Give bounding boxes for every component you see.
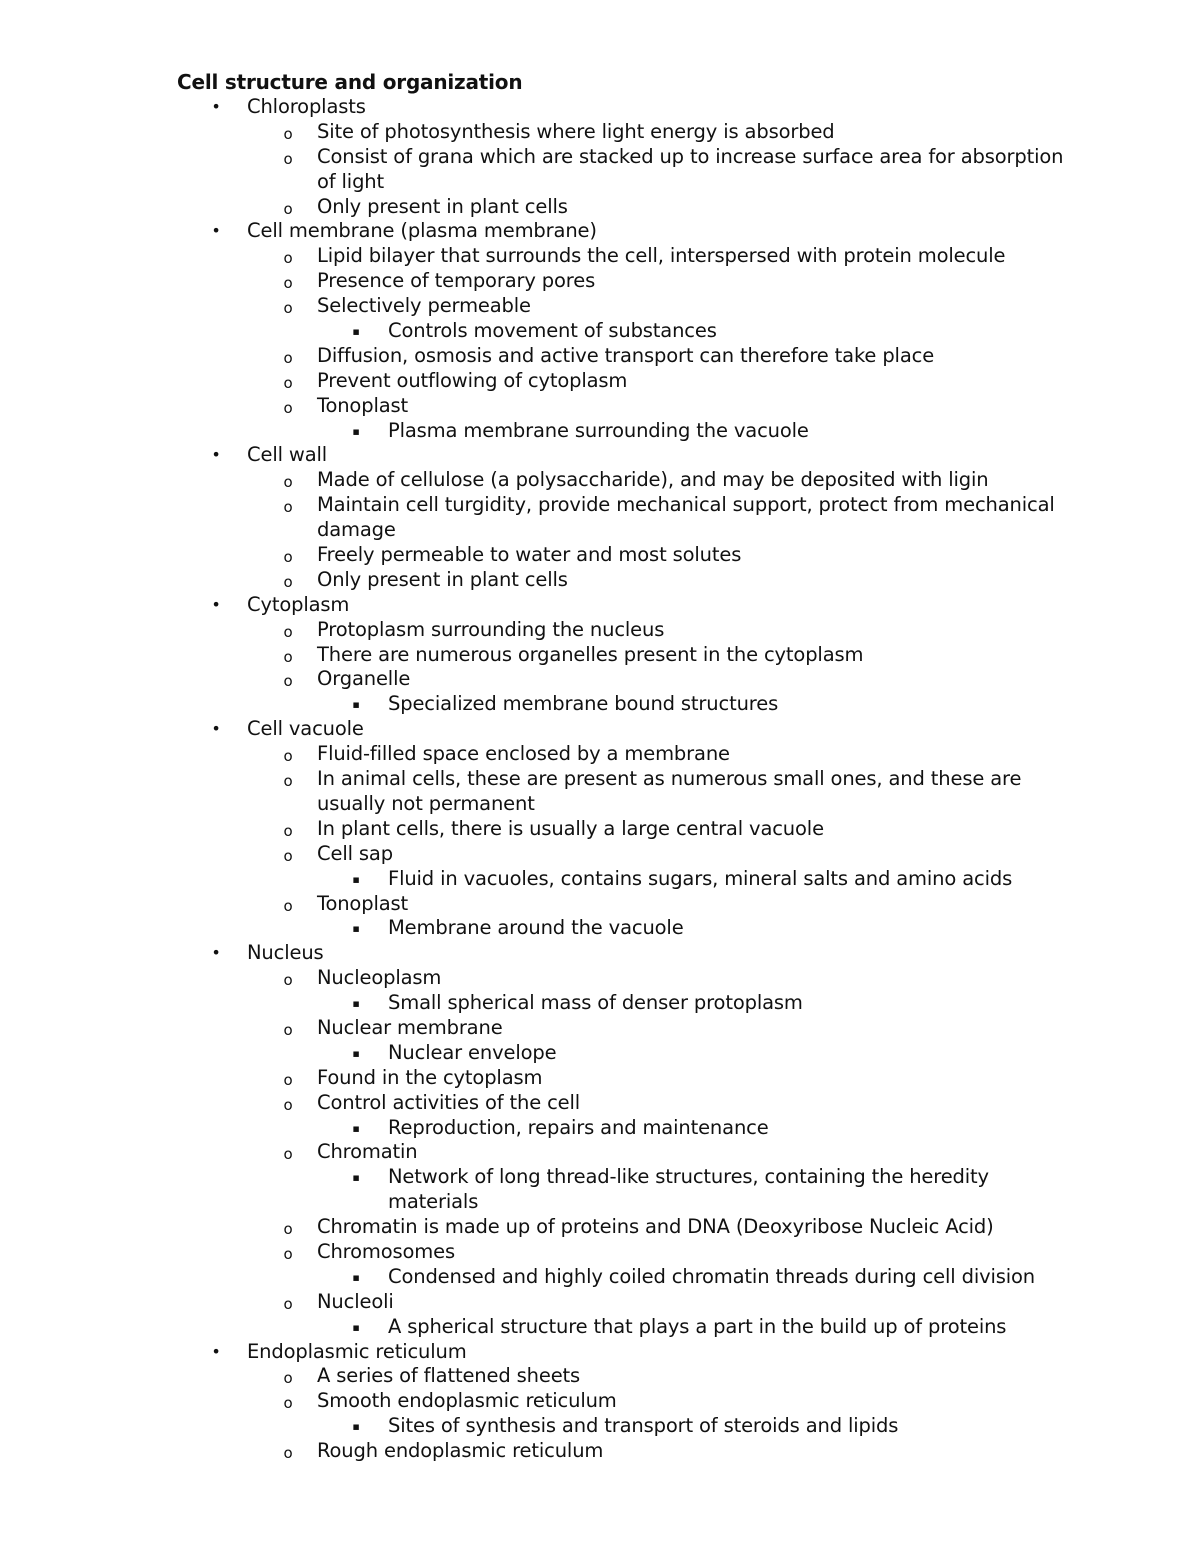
circle-bullet-icon: o	[283, 249, 293, 268]
list-item-level-2	[0, 369, 1200, 394]
list-item-text: Chromatin is made up of proteins and DNA (Deoxyribose Nucleic Acid)	[317, 1215, 994, 1239]
list-item-text: usually not permanent	[317, 791, 535, 815]
list-item-text: Cell membrane (plasma membrane)	[247, 219, 597, 243]
circle-bullet-icon: o	[283, 124, 293, 143]
list-item-text: Made of cellulose (a polysaccharide), and may be deposited with ligin	[317, 468, 989, 492]
list-item-text: Cytoplasm	[247, 592, 350, 616]
square-bullet-icon: ▪	[352, 1046, 360, 1060]
circle-bullet-icon: o	[283, 672, 293, 691]
list-item-level-3	[0, 1165, 1200, 1190]
list-item-level-2	[0, 244, 1200, 269]
list-item-text: Condensed and highly coiled chromatin threads during cell division	[388, 1264, 1036, 1288]
list-item-text: materials	[388, 1190, 479, 1214]
list-item-level-3	[0, 692, 1200, 717]
list-item-level-2	[0, 643, 1200, 668]
list-item-level-2	[0, 294, 1200, 319]
list-item-level-3	[0, 916, 1200, 941]
list-item-level-3	[0, 1414, 1200, 1439]
square-bullet-icon: ▪	[352, 997, 360, 1011]
circle-bullet-icon: o	[283, 548, 293, 567]
list-item-level-2	[0, 568, 1200, 593]
list-item-text: Nucleoli	[317, 1289, 394, 1313]
circle-bullet-icon: o	[283, 299, 293, 318]
circle-bullet-icon: o	[283, 1369, 293, 1388]
circle-bullet-icon: o	[283, 896, 293, 915]
bullet-icon: •	[211, 221, 221, 241]
list-item-level-2	[0, 742, 1200, 767]
list-item-level-2	[0, 1439, 1200, 1464]
list-item-text: Cell vacuole	[247, 717, 364, 741]
list-item-text: Membrane around the vacuole	[388, 916, 684, 940]
bullet-icon: •	[211, 594, 221, 614]
list-item-text: In plant cells, there is usually a large central vacuole	[317, 816, 824, 840]
list-item-text: Nucleus	[247, 941, 324, 965]
list-item-text: Consist of grana which are stacked up to increase surface area for absorption	[317, 144, 1064, 168]
circle-bullet-icon: o	[283, 971, 293, 990]
list-item-level-1	[0, 717, 1200, 742]
list-item-level-2	[0, 767, 1200, 792]
square-bullet-icon: ▪	[352, 698, 360, 712]
list-item-text: Nuclear envelope	[388, 1040, 557, 1064]
list-item-text: Fluid-filled space enclosed by a membrane	[317, 742, 730, 766]
list-item-text: Organelle	[317, 667, 411, 691]
list-item-level-1	[0, 219, 1200, 244]
circle-bullet-icon: o	[283, 846, 293, 865]
circle-bullet-icon: o	[283, 498, 293, 517]
list-item-level-2	[0, 1215, 1200, 1240]
list-item-text: Endoplasmic reticulum	[247, 1339, 467, 1363]
circle-bullet-icon: o	[283, 1244, 293, 1263]
list-item-text: Cell sap	[317, 841, 393, 865]
list-item-text: Diffusion, osmosis and active transport can therefore take place	[317, 343, 935, 367]
circle-bullet-icon: o	[283, 1444, 293, 1463]
list-item-level-2	[0, 145, 1200, 170]
list-item-level-3	[0, 1315, 1200, 1340]
list-item-level-2	[0, 468, 1200, 493]
list-item-level-1	[0, 443, 1200, 468]
list-item-level-2	[0, 1091, 1200, 1116]
bullet-icon: •	[211, 1341, 221, 1361]
list-item-level-3	[0, 419, 1200, 444]
list-item-level-1	[0, 593, 1200, 618]
list-item-text: Cell wall	[247, 443, 328, 467]
circle-bullet-icon: o	[283, 199, 293, 218]
list-item-level-2	[0, 1140, 1200, 1165]
circle-bullet-icon: o	[283, 1394, 293, 1413]
list-item-text: Chloroplasts	[247, 95, 366, 118]
list-item-text: Prevent outflowing of cytoplasm	[317, 368, 628, 392]
bullet-icon: •	[211, 943, 221, 963]
list-item-text: Protoplasm surrounding the nucleus	[317, 617, 665, 641]
list-item-text: Small spherical mass of denser protoplasm	[388, 991, 803, 1015]
list-item-level-2	[0, 1016, 1200, 1041]
list-item-text: Network of long thread-like structures, containing the heredity	[388, 1165, 989, 1189]
square-bullet-icon: ▪	[352, 1270, 360, 1284]
list-item-level-2	[0, 493, 1200, 518]
list-item-text: Sites of synthesis and transport of steroids and lipids	[388, 1414, 899, 1438]
list-item-level-3	[0, 319, 1200, 344]
list-item-text: Maintain cell turgidity, provide mechanical support, protect from mechanical	[317, 493, 1055, 517]
list-item-text: Site of photosynthesis where light energy is absorbed	[317, 119, 835, 143]
list-item-text: Chromosomes	[317, 1239, 456, 1263]
list-item-level-2	[0, 120, 1200, 145]
list-item-level-2	[0, 269, 1200, 294]
list-item-level-3	[0, 867, 1200, 892]
list-item-level-3	[0, 991, 1200, 1016]
circle-bullet-icon: o	[283, 1095, 293, 1114]
circle-bullet-icon: o	[283, 348, 293, 367]
list-item-level-2	[0, 195, 1200, 220]
list-item-text: Presence of temporary pores	[317, 269, 596, 293]
list-item-level-2	[0, 1290, 1200, 1315]
list-item-level-2	[0, 543, 1200, 568]
circle-bullet-icon: o	[283, 747, 293, 766]
list-item-level-2	[0, 1240, 1200, 1265]
circle-bullet-icon: o	[283, 1220, 293, 1239]
list-item-level-2	[0, 817, 1200, 842]
circle-bullet-icon: o	[283, 1145, 293, 1164]
list-item-text: Rough endoplasmic reticulum	[317, 1439, 604, 1463]
circle-bullet-icon: o	[283, 647, 293, 666]
list-item-text: Chromatin	[317, 1140, 418, 1164]
list-item-text: A spherical structure that plays a part in the build up of proteins	[388, 1314, 1007, 1338]
list-item-text: Selectively permeable	[317, 294, 531, 318]
circle-bullet-icon: o	[283, 398, 293, 417]
circle-bullet-icon: o	[283, 772, 293, 791]
list-item-text: Found in the cytoplasm	[317, 1065, 543, 1089]
list-item-text: Controls movement of substances	[388, 319, 717, 343]
list-item-level-3	[0, 1116, 1200, 1141]
list-item-level-2	[0, 966, 1200, 991]
list-item-text: Nucleoplasm	[317, 966, 442, 990]
circle-bullet-icon: o	[283, 149, 293, 168]
list-item-text: Freely permeable to water and most solutes	[317, 543, 742, 567]
list-item-text: There are numerous organelles present in the cytoplasm	[317, 642, 864, 666]
circle-bullet-icon: o	[283, 473, 293, 492]
list-item-text: Nuclear membrane	[317, 1015, 503, 1039]
list-item-text: Specialized membrane bound structures	[388, 692, 779, 716]
list-item-level-2	[0, 1364, 1200, 1389]
circle-bullet-icon: o	[283, 821, 293, 840]
list-item-level-2	[0, 1066, 1200, 1091]
list-item-text: Tonoplast	[317, 891, 409, 915]
circle-bullet-icon: o	[283, 1294, 293, 1313]
list-item-continuation	[0, 792, 1200, 817]
list-item-level-2	[0, 618, 1200, 643]
bullet-icon: •	[211, 445, 221, 465]
list-item-text: Plasma membrane surrounding the vacuole	[388, 418, 809, 442]
outline-list	[0, 95, 1200, 1464]
list-item-level-3	[0, 1265, 1200, 1290]
list-item-text: Smooth endoplasmic reticulum	[317, 1389, 617, 1413]
circle-bullet-icon: o	[283, 274, 293, 293]
square-bullet-icon: ▪	[352, 1171, 360, 1185]
list-item-level-1	[0, 1340, 1200, 1365]
list-item-text: damage	[317, 518, 396, 542]
bullet-icon: •	[211, 719, 221, 739]
list-item-continuation	[0, 170, 1200, 195]
list-item-text: Tonoplast	[317, 393, 409, 417]
list-item-level-1	[0, 95, 1200, 120]
circle-bullet-icon: o	[283, 572, 293, 591]
list-item-continuation	[0, 1190, 1200, 1215]
list-item-level-3	[0, 1041, 1200, 1066]
circle-bullet-icon: o	[283, 622, 293, 641]
square-bullet-icon: ▪	[352, 872, 360, 886]
list-item-text: Fluid in vacuoles, contains sugars, mineral salts and amino acids	[388, 866, 1013, 890]
list-item-text: Only present in plant cells	[317, 194, 568, 218]
bullet-icon: •	[211, 97, 221, 116]
circle-bullet-icon: o	[283, 373, 293, 392]
list-item-text: of light	[317, 169, 385, 193]
square-bullet-icon: ▪	[352, 325, 360, 339]
circle-bullet-icon: o	[283, 1020, 293, 1039]
list-item-level-2	[0, 394, 1200, 419]
list-item-level-2	[0, 344, 1200, 369]
square-bullet-icon: ▪	[352, 1420, 360, 1434]
circle-bullet-icon: o	[283, 1070, 293, 1089]
list-item-level-1	[0, 941, 1200, 966]
list-item-level-2	[0, 667, 1200, 692]
square-bullet-icon: ▪	[352, 1121, 360, 1135]
list-item-level-2	[0, 842, 1200, 867]
list-item-text: Lipid bilayer that surrounds the cell, interspersed with protein molecule	[317, 244, 1006, 268]
document-title: Cell structure and organization	[177, 70, 523, 94]
list-item-text: In animal cells, these are present as numerous small ones, and these are	[317, 767, 1022, 791]
square-bullet-icon: ▪	[352, 922, 360, 936]
list-item-continuation	[0, 518, 1200, 543]
list-item-level-2	[0, 1389, 1200, 1414]
square-bullet-icon: ▪	[352, 1320, 360, 1334]
list-item-text: Only present in plant cells	[317, 567, 568, 591]
list-item-text: Control activities of the cell	[317, 1090, 581, 1114]
list-item-text: Reproduction, repairs and maintenance	[388, 1115, 769, 1139]
list-item-text: A series of flattened sheets	[317, 1364, 581, 1388]
list-item-level-2	[0, 892, 1200, 917]
square-bullet-icon: ▪	[352, 424, 360, 438]
